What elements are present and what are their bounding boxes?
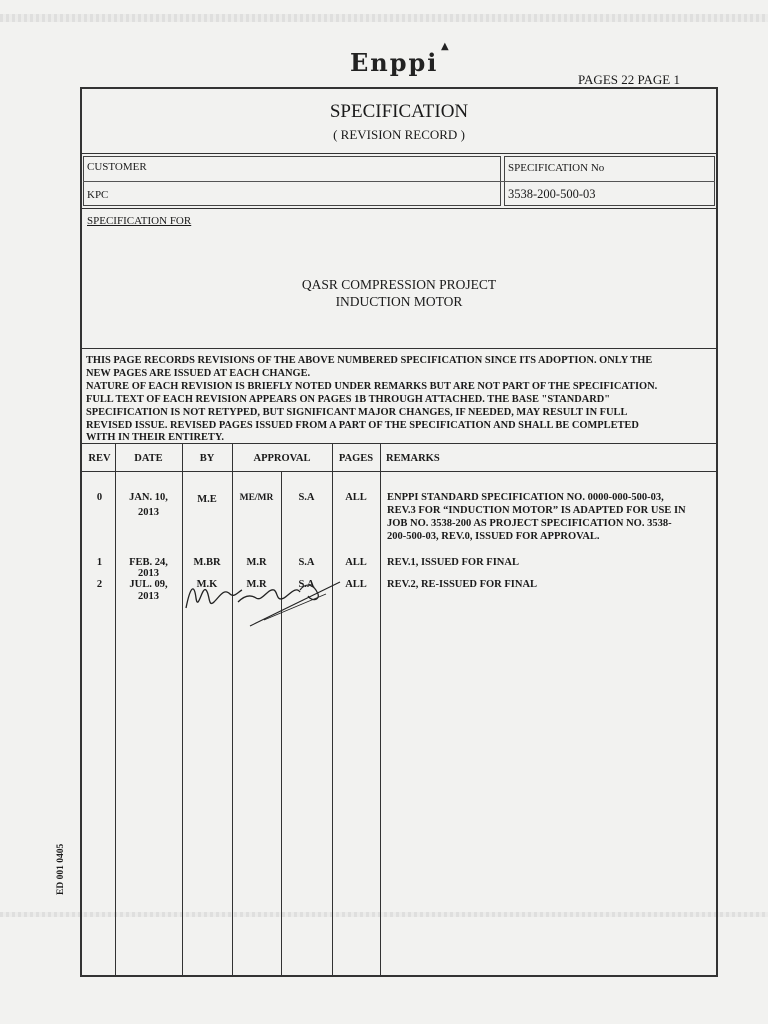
header-approval: APPROVAL [253,453,311,464]
row-0-by: M.E [197,494,217,505]
customer-label: CUSTOMER [87,161,147,173]
col-rule-rev [115,443,116,975]
flame-icon: ▲ [441,41,451,52]
row-2-pages: ALL [345,579,367,590]
row-1-date-line1: FEB. 24, [129,557,168,568]
col-rule-approval [332,443,333,975]
note-line: NATURE OF EACH REVISION IS BRIEFLY NOTED UNDER REMARKS BUT ARE NOT PART OF THE SPECIFICATION. [86,380,658,392]
customer-divider [83,181,715,182]
customer-value: KPC [87,189,109,201]
note-line: REVISED ISSUE. REVISED PAGES ISSUED FROM A PART OF THE SPECIFICATION AND SHALL BE COMPLETED [86,419,639,431]
header-date: DATE [134,453,163,464]
remark-line: JOB NO. 3538-200 AS PROJECT SPECIFICATION NO. 3538- [387,518,672,529]
row-1-rev: 1 [96,557,103,568]
row-2-approval-2: S.A [298,579,315,590]
header-pages: PAGES [338,453,374,464]
row-0-rev: 0 [96,492,103,503]
header-rev: REV [88,453,111,464]
row-0-remarks [387,491,686,543]
note-line: FULL TEXT OF EACH REVISION APPEARS ON PAGES 1B THROUGH ATTACHED. THE BASE "STANDARD" [86,393,611,405]
revision-note [86,355,712,445]
remark-line: REV.3 FOR “INDUCTION MOTOR” IS ADAPTED FOR USE IN [387,505,686,516]
item-name: INDUCTION MOTOR [335,294,463,309]
col-rule-date [182,443,183,975]
col-rule-by [232,443,233,975]
spec-subtitle: ( REVISION RECORD ) [333,127,465,142]
row-1-approval-2: S.A [298,557,315,568]
logo-text: Enppi [350,48,439,77]
row-2-rev: 2 [96,579,103,590]
spec-for-label: SPECIFICATION FOR [87,215,192,227]
row-0-date-line1: JAN. 10, [129,492,168,503]
note-line: SPECIFICATION IS NOT RETYPED, BUT SIGNIFICANT MAJOR CHANGES, IF NEEDED, MAY RESULT IN FULL [86,406,628,418]
note-line: THIS PAGE RECORDS REVISIONS OF THE ABOVE NUMBERED SPECIFICATION SINCE ITS ADOPTION. ONLY THE [86,355,653,366]
rule-after-customer [80,208,718,209]
enppi-logo [350,41,451,77]
remark-line: 200-500-03, REV.0, ISSUED FOR APPROVAL. [387,531,600,542]
note-line: WITH IN THEIR ENTIRETY. [86,432,225,444]
row-0-pages: ALL [345,492,367,503]
row-2-date-line2: 2013 [138,591,159,602]
page-count: PAGES 22 PAGE 1 [578,72,680,87]
row-1-date-line2: 2013 [138,568,159,579]
col-rule-approval-mid [281,471,282,975]
remark-line: ENPPI STANDARD SPECIFICATION NO. 0000-000-500-03, [387,492,664,503]
row-2-approval-1: M.R [246,579,267,590]
spec-no-value: 3538-200-500-03 [508,187,596,201]
form-code: ED 001 0405 [56,843,66,895]
scan-artifact-top [0,14,768,22]
row-0-date-line2: 2013 [138,507,159,518]
row-0-approval-1: ME/MR [239,493,274,503]
signature-scribble [180,568,360,638]
row-2-by: M.K [196,579,218,590]
row-0-approval-2: S.A [298,492,315,503]
rule-after-spec-for [80,348,718,349]
header-remarks: REMARKS [386,453,440,464]
row-2-date-line1: JUL. 09, [129,579,168,590]
row-1-pages: ALL [345,557,367,568]
row-1-approval-1: M.R [246,557,267,568]
rule-after-title [80,153,718,154]
rule-after-table-header [80,471,718,472]
row-1-by: M.BR [193,557,221,568]
row-2-remarks: REV.2, RE-ISSUED FOR FINAL [387,579,538,590]
spec-no-label: SPECIFICATION No [508,162,605,174]
row-1-remarks: REV.1, ISSUED FOR FINAL [387,557,519,568]
note-line: NEW PAGES ARE ISSUED AT EACH CHANGE. [86,367,311,379]
col-rule-pages [380,443,381,975]
project-name: QASR COMPRESSION PROJECT [301,277,497,292]
header-by: BY [199,453,215,464]
spec-title: SPECIFICATION [329,101,469,122]
